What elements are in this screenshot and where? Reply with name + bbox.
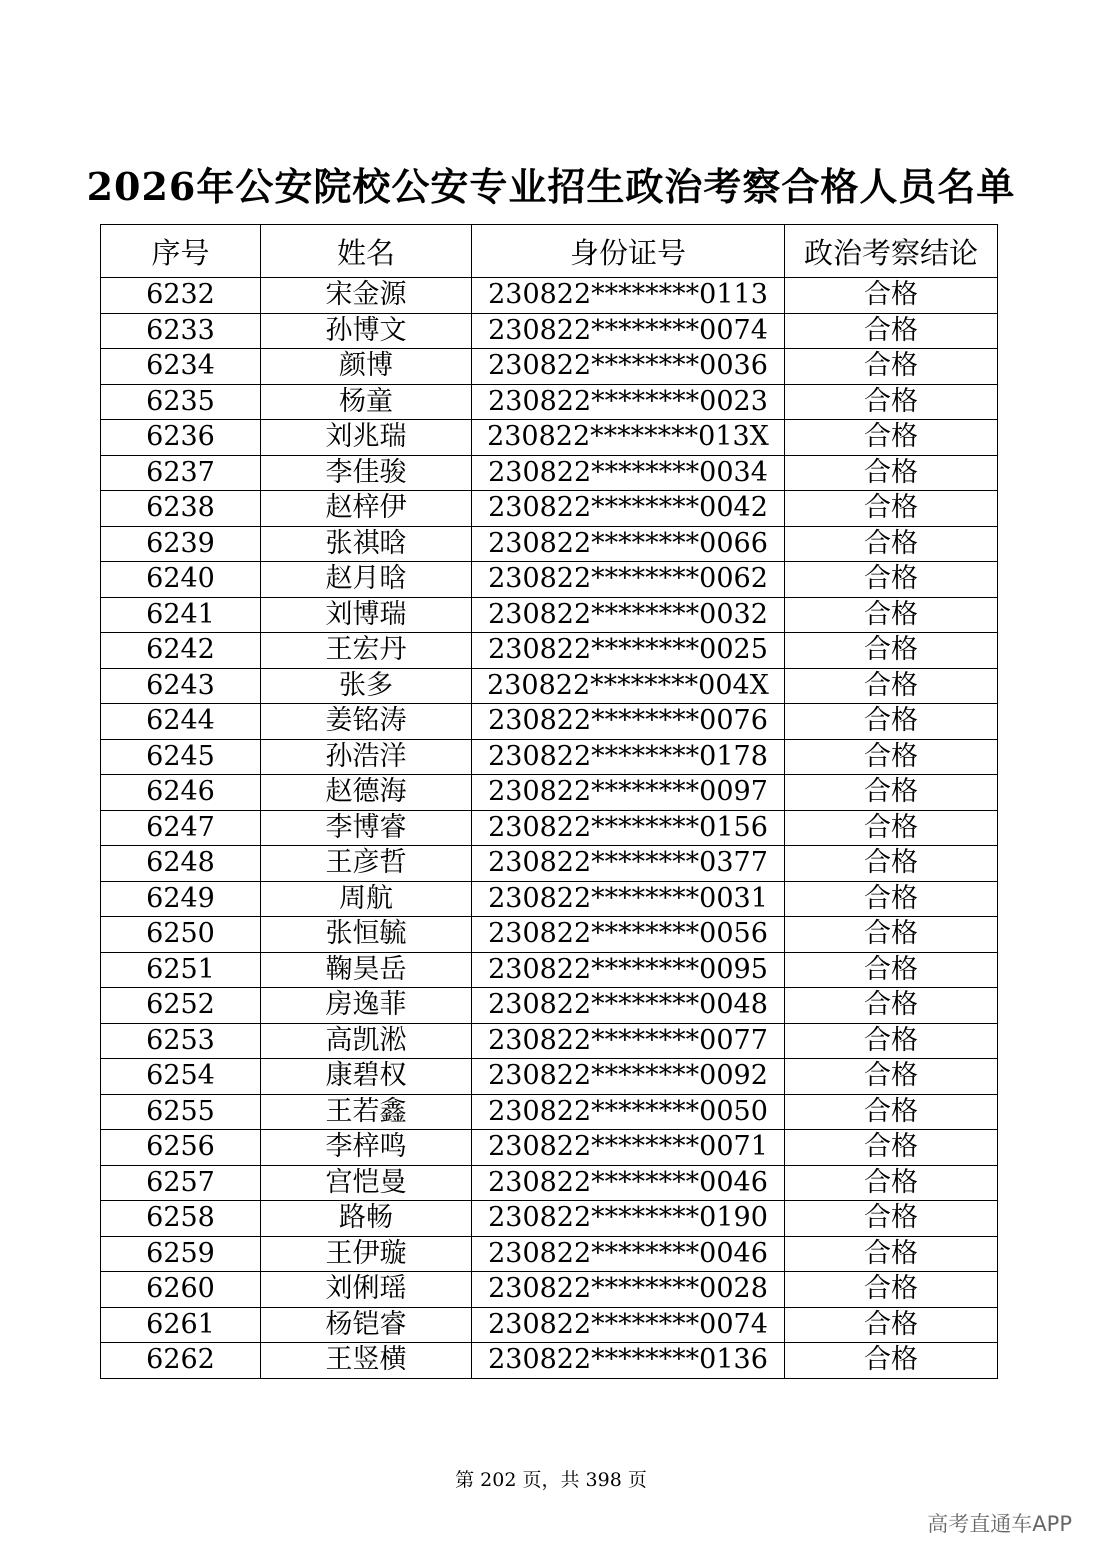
cell-seq: 6236: [101, 420, 261, 456]
cell-seq: 6262: [101, 1343, 261, 1379]
cell-seq: 6249: [101, 881, 261, 917]
cell-id: 230822********0076: [472, 704, 785, 740]
watermark: 高考直通车APP: [927, 1512, 1072, 1536]
cell-result: 合格: [785, 917, 998, 953]
table-row: [101, 1343, 998, 1379]
cell-seq: 6240: [101, 562, 261, 598]
cell-id: 230822********0036: [472, 349, 785, 385]
cell-result: 合格: [785, 1130, 998, 1166]
cell-id: 230822********0066: [472, 526, 785, 562]
cell-id: 230822********0095: [472, 952, 785, 988]
cell-seq: 6250: [101, 917, 261, 953]
cell-seq: 6260: [101, 1272, 261, 1308]
cell-id: 230822********0062: [472, 562, 785, 598]
header-id: 身份证号: [472, 225, 785, 278]
cell-name: 王伊璇: [261, 1236, 472, 1272]
cell-id: 230822********0046: [472, 1236, 785, 1272]
table-row: [101, 704, 998, 740]
table-row: [101, 597, 998, 633]
cell-name: 李梓鸣: [261, 1130, 472, 1166]
table-row: [101, 1236, 998, 1272]
cell-result: 合格: [785, 420, 998, 456]
cell-id: 230822********0077: [472, 1023, 785, 1059]
cell-result: 合格: [785, 1201, 998, 1237]
cell-name: 赵梓伊: [261, 491, 472, 527]
cell-id: 230822********0377: [472, 846, 785, 882]
cell-name: 宋金源: [261, 278, 472, 314]
cell-name: 高凯淞: [261, 1023, 472, 1059]
cell-id: 230822********0074: [472, 1307, 785, 1343]
cell-name: 赵德海: [261, 775, 472, 811]
cell-result: 合格: [785, 562, 998, 598]
table-body: [101, 278, 998, 1379]
cell-result: 合格: [785, 491, 998, 527]
cell-seq: 6245: [101, 739, 261, 775]
cell-name: 房逸菲: [261, 988, 472, 1024]
cell-seq: 6253: [101, 1023, 261, 1059]
cell-seq: 6254: [101, 1059, 261, 1095]
cell-result: 合格: [785, 1165, 998, 1201]
cell-seq: 6261: [101, 1307, 261, 1343]
cell-seq: 6242: [101, 633, 261, 669]
cell-seq: 6232: [101, 278, 261, 314]
cell-name: 孙博文: [261, 313, 472, 349]
cell-result: 合格: [785, 384, 998, 420]
cell-name: 张恒毓: [261, 917, 472, 953]
table-row: [101, 775, 998, 811]
cell-id: 230822********0048: [472, 988, 785, 1024]
cell-seq: 6252: [101, 988, 261, 1024]
cell-id: 230822********0025: [472, 633, 785, 669]
cell-name: 李佳骏: [261, 455, 472, 491]
cell-id: 230822********0042: [472, 491, 785, 527]
cell-result: 合格: [785, 1272, 998, 1308]
cell-seq: 6233: [101, 313, 261, 349]
cell-id: 230822********0178: [472, 739, 785, 775]
cell-seq: 6238: [101, 491, 261, 527]
cell-result: 合格: [785, 704, 998, 740]
cell-id: 230822********0023: [472, 384, 785, 420]
cell-name: 路畅: [261, 1201, 472, 1237]
table-row: [101, 1201, 998, 1237]
cell-result: 合格: [785, 846, 998, 882]
cell-result: 合格: [785, 1236, 998, 1272]
cell-seq: 6247: [101, 810, 261, 846]
cell-name: 杨铠睿: [261, 1307, 472, 1343]
cell-name: 王彦哲: [261, 846, 472, 882]
cell-id: 230822********0136: [472, 1343, 785, 1379]
cell-name: 张多: [261, 668, 472, 704]
table-row: [101, 491, 998, 527]
cell-result: 合格: [785, 349, 998, 385]
cell-name: 周航: [261, 881, 472, 917]
table-row: [101, 384, 998, 420]
table-row: [101, 846, 998, 882]
cell-result: 合格: [785, 633, 998, 669]
cell-seq: 6237: [101, 455, 261, 491]
cell-name: 姜铭涛: [261, 704, 472, 740]
cell-id: 230822********004X: [472, 668, 785, 704]
cell-name: 宫恺曼: [261, 1165, 472, 1201]
cell-result: 合格: [785, 1094, 998, 1130]
cell-result: 合格: [785, 775, 998, 811]
cell-id: 230822********0092: [472, 1059, 785, 1095]
cell-name: 王竖横: [261, 1343, 472, 1379]
cell-name: 王若鑫: [261, 1094, 472, 1130]
cell-name: 刘兆瑞: [261, 420, 472, 456]
cell-name: 鞠昊岳: [261, 952, 472, 988]
table-row: [101, 988, 998, 1024]
page-number: 第 202 页，共 398 页: [455, 1469, 647, 1491]
table-row: [101, 917, 998, 953]
cell-id: 230822********0031: [472, 881, 785, 917]
cell-name: 赵月晗: [261, 562, 472, 598]
table-row: [101, 633, 998, 669]
cell-id: 230822********0056: [472, 917, 785, 953]
cell-result: 合格: [785, 313, 998, 349]
table-row: [101, 739, 998, 775]
table-row: [101, 810, 998, 846]
cell-name: 李博睿: [261, 810, 472, 846]
cell-name: 刘博瑞: [261, 597, 472, 633]
table-row: [101, 526, 998, 562]
cell-seq: 6256: [101, 1130, 261, 1166]
header-result: 政治考察结论: [785, 225, 998, 278]
table-row: [101, 420, 998, 456]
cell-seq: 6239: [101, 526, 261, 562]
cell-id: 230822********0046: [472, 1165, 785, 1201]
cell-id: 230822********0034: [472, 455, 785, 491]
table-row: [101, 1130, 998, 1166]
cell-seq: 6241: [101, 597, 261, 633]
cell-seq: 6243: [101, 668, 261, 704]
table-row: [101, 881, 998, 917]
table-header-row: [101, 225, 998, 278]
cell-result: 合格: [785, 881, 998, 917]
cell-id: 230822********0071: [472, 1130, 785, 1166]
cell-result: 合格: [785, 278, 998, 314]
table-row: [101, 1059, 998, 1095]
cell-seq: 6246: [101, 775, 261, 811]
cell-name: 孙浩洋: [261, 739, 472, 775]
header-seq: 序号: [101, 225, 261, 278]
table-row: [101, 1165, 998, 1201]
cell-result: 合格: [785, 988, 998, 1024]
cell-result: 合格: [785, 1023, 998, 1059]
table-row: [101, 1307, 998, 1343]
cell-id: 230822********0074: [472, 313, 785, 349]
cell-seq: 6257: [101, 1165, 261, 1201]
cell-seq: 6258: [101, 1201, 261, 1237]
cell-id: 230822********0190: [472, 1201, 785, 1237]
cell-result: 合格: [785, 1343, 998, 1379]
table-row: [101, 1023, 998, 1059]
cell-seq: 6235: [101, 384, 261, 420]
cell-name: 康碧权: [261, 1059, 472, 1095]
cell-id: 230822********0032: [472, 597, 785, 633]
cell-seq: 6234: [101, 349, 261, 385]
cell-id: 230822********0113: [472, 278, 785, 314]
table-row: [101, 562, 998, 598]
cell-result: 合格: [785, 455, 998, 491]
table-row: [101, 349, 998, 385]
table-row: [101, 313, 998, 349]
cell-seq: 6248: [101, 846, 261, 882]
cell-id: 230822********0156: [472, 810, 785, 846]
table-row: [101, 278, 998, 314]
cell-result: 合格: [785, 526, 998, 562]
cell-result: 合格: [785, 810, 998, 846]
cell-seq: 6255: [101, 1094, 261, 1130]
cell-seq: 6251: [101, 952, 261, 988]
cell-seq: 6259: [101, 1236, 261, 1272]
cell-result: 合格: [785, 668, 998, 704]
header-name: 姓名: [261, 225, 472, 278]
page-title: 2026年公安院校公安专业招生政治考察合格人员名单: [86, 164, 1016, 209]
table-row: [101, 668, 998, 704]
table-row: [101, 455, 998, 491]
cell-id: 230822********0028: [472, 1272, 785, 1308]
roster-table: [100, 224, 998, 1379]
cell-result: 合格: [785, 597, 998, 633]
cell-name: 颜博: [261, 349, 472, 385]
cell-id: 230822********013X: [472, 420, 785, 456]
table-row: [101, 952, 998, 988]
cell-name: 刘俐瑶: [261, 1272, 472, 1308]
cell-seq: 6244: [101, 704, 261, 740]
table-row: [101, 1272, 998, 1308]
cell-id: 230822********0050: [472, 1094, 785, 1130]
cell-name: 杨童: [261, 384, 472, 420]
cell-result: 合格: [785, 1307, 998, 1343]
cell-id: 230822********0097: [472, 775, 785, 811]
cell-name: 王宏丹: [261, 633, 472, 669]
cell-name: 张祺晗: [261, 526, 472, 562]
cell-result: 合格: [785, 952, 998, 988]
table-row: [101, 1094, 998, 1130]
cell-result: 合格: [785, 739, 998, 775]
cell-result: 合格: [785, 1059, 998, 1095]
